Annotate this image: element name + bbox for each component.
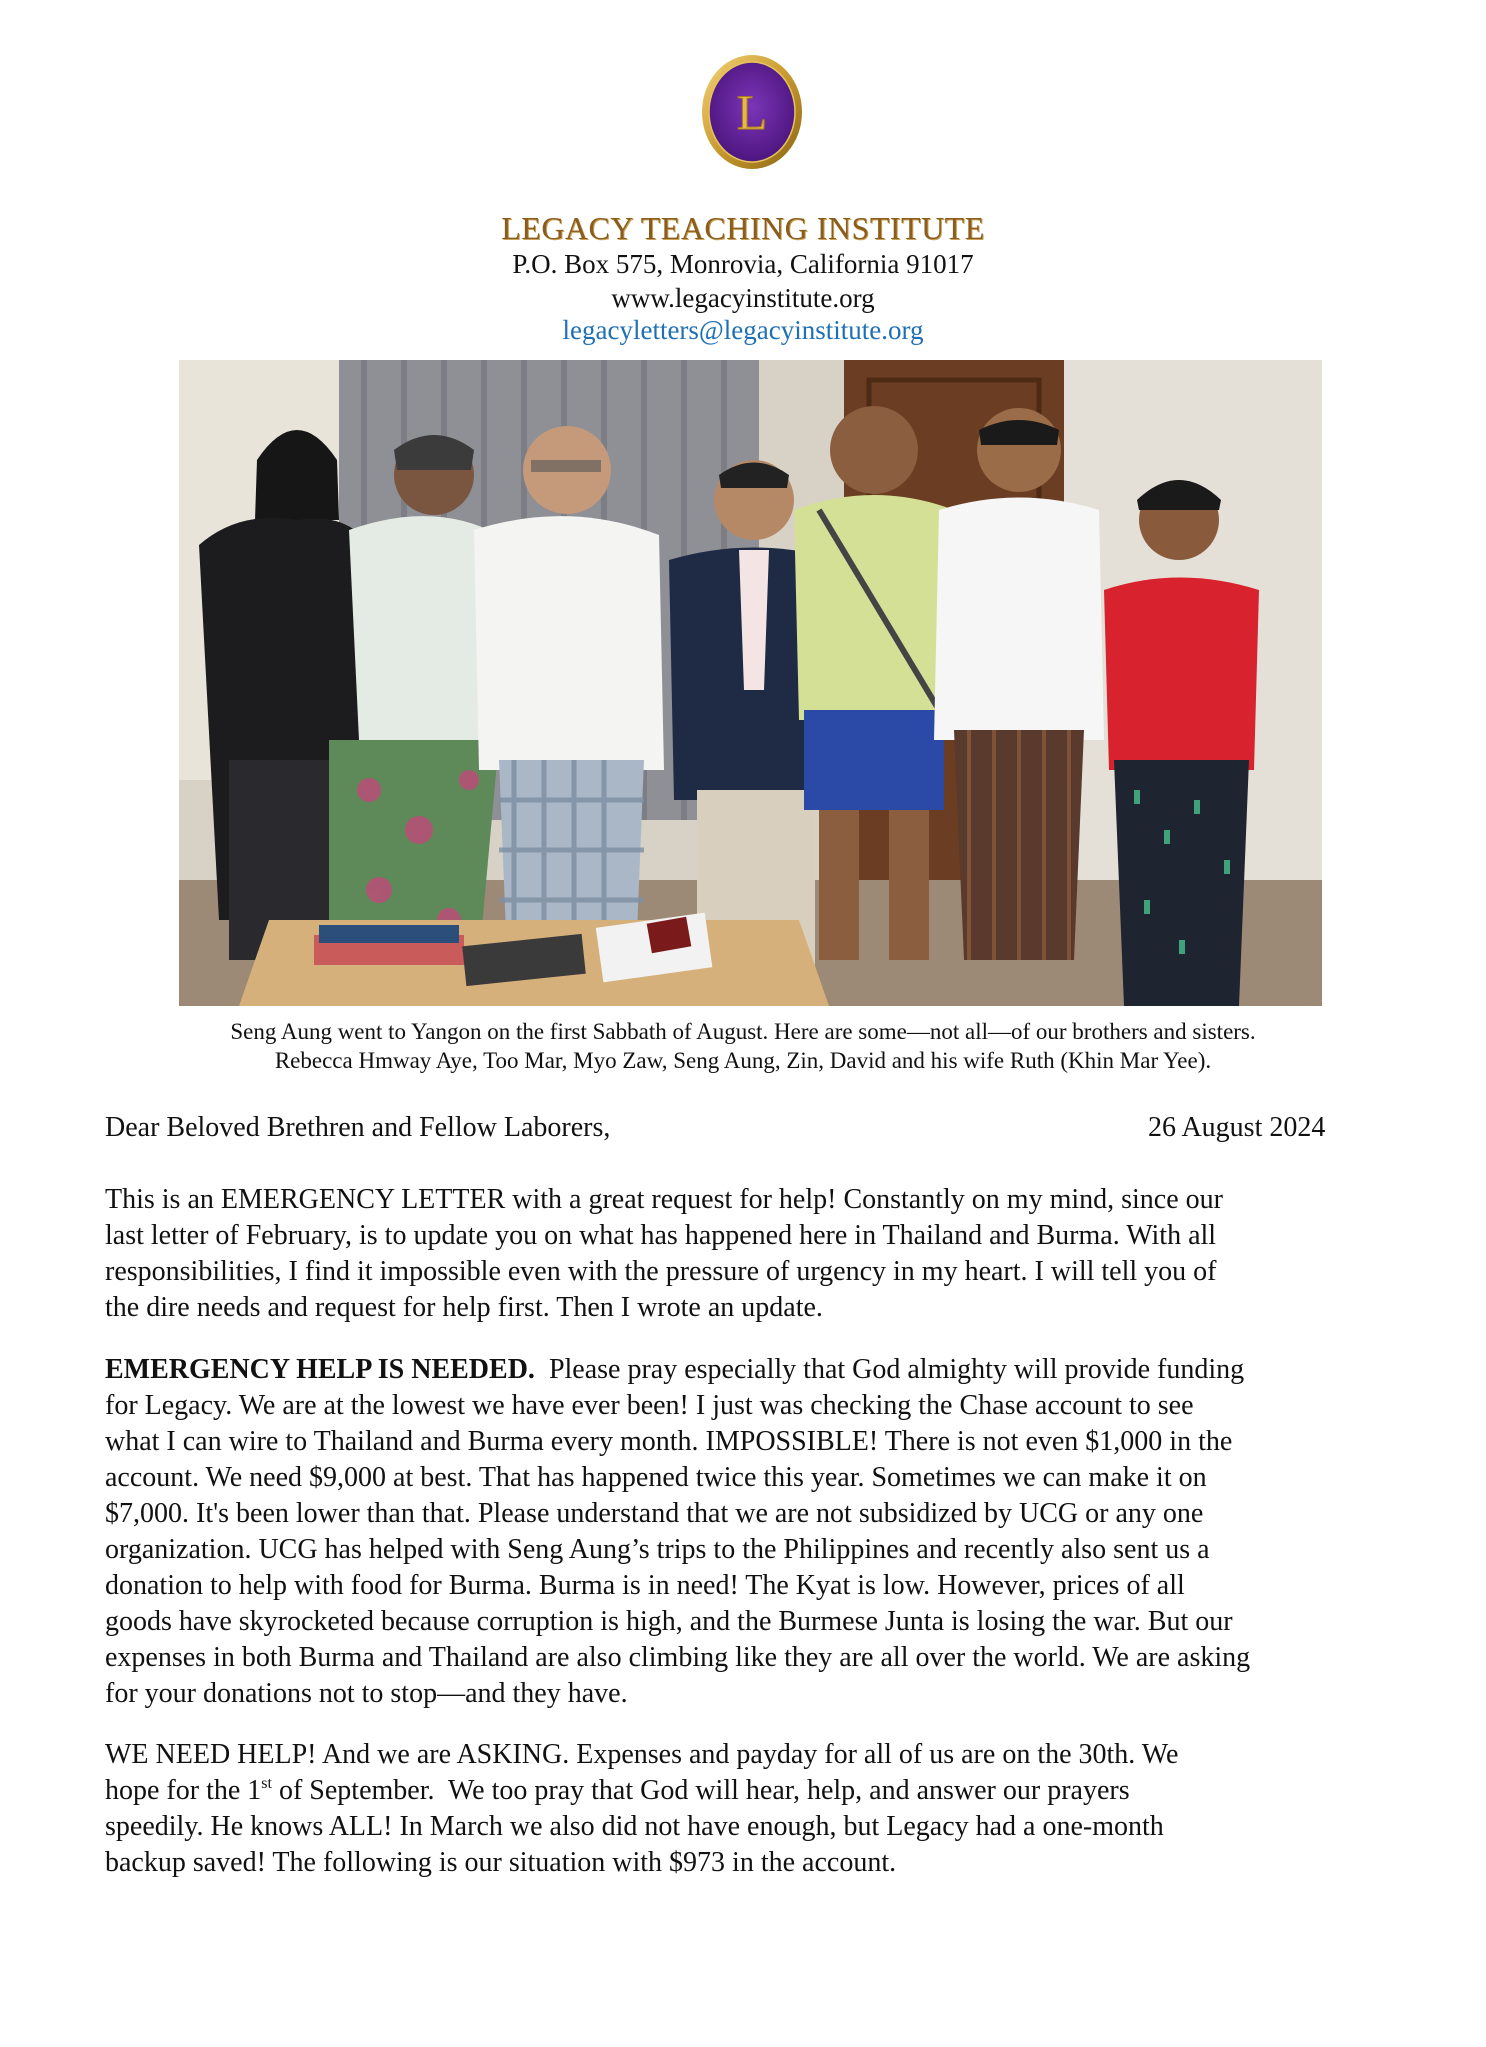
text-line: $7,000. It's been lower than that. Please understand that we are not subsidized by UCG or any one bbox=[105, 1498, 1204, 1529]
text-line: account. We need $9,000 at best. That has happened twice this year. Sometimes we can make it on bbox=[105, 1462, 1207, 1493]
text-segment: hope for the 1 bbox=[105, 1775, 262, 1806]
logo-letter: L bbox=[736, 84, 768, 140]
text-line bbox=[105, 1773, 1405, 1809]
text-line: backup saved! The following is our situation with $973 in the account. bbox=[105, 1847, 897, 1878]
salutation: Dear Beloved Brethren and Fellow Laborers, bbox=[105, 1112, 611, 1143]
website-link[interactable]: www.legacyinstitute.org bbox=[611, 283, 875, 313]
email-link[interactable]: legacyletters@legacyinstitute.org bbox=[562, 315, 924, 345]
letter-date: 26 August 2024 bbox=[1148, 1112, 1326, 1143]
text-line: donation to help with food for Burma. Burma is in need! The Kyat is low. However, prices of all bbox=[105, 1570, 1185, 1601]
paragraph-emergency bbox=[105, 1352, 1405, 1712]
text-segment: of September. We too pray that God will hear, help, and answer our prayers bbox=[271, 1775, 1130, 1806]
text-line: WE NEED HELP! And we are ASKING. Expenses and payday for all of us are on the 30th. We bbox=[105, 1739, 1179, 1770]
photo-caption-line-1: Seng Aung went to Yangon on the first Sabbath of August. Here are some—not all—of our brothers and sisters. bbox=[230, 1019, 1256, 1044]
paragraph-intro bbox=[105, 1182, 1405, 1326]
text-line: goods have skyrocketed because corruption is high, and the Burmese Junta is losing the war. But our bbox=[105, 1606, 1233, 1637]
photo-caption-line-2: Rebecca Hmway Aye, Too Mar, Myo Zaw, Seng Aung, Zin, David and his wife Ruth (Khin Mar Yee). bbox=[274, 1048, 1212, 1073]
paragraph-need-help bbox=[105, 1737, 1405, 1881]
text-line bbox=[105, 1352, 1405, 1388]
organization-name: LEGACY TEACHING INSTITUTE bbox=[501, 210, 985, 246]
postal-address: P.O. Box 575, Monrovia, California 91017 bbox=[512, 249, 974, 279]
text-line: organization. UCG has helped with Seng Aung’s trips to the Philippines and recently also sent us a bbox=[105, 1534, 1210, 1565]
text-line: speedily. He knows ALL! In March we also did not have enough, but Legacy had a one-month bbox=[105, 1811, 1164, 1842]
text-line: for your donations not to stop—and they have. bbox=[105, 1678, 628, 1709]
text-line: what I can wire to Thailand and Burma every month. IMPOSSIBLE! There is not even $1,000 in the bbox=[105, 1426, 1233, 1457]
ordinal-suffix: st bbox=[261, 1775, 272, 1792]
text-segment: Please pray especially that God almighty will provide funding bbox=[534, 1354, 1245, 1385]
text-line: expenses in both Burma and Thailand are also climbing like they are all over the world. We are asking bbox=[105, 1642, 1251, 1673]
text-line: the dire needs and request for help first. Then I wrote an update. bbox=[105, 1292, 823, 1323]
group-photo bbox=[179, 360, 1322, 1006]
text-line: last letter of February, is to update you on what has happened here in Thailand and Burma. With all bbox=[105, 1220, 1217, 1251]
emergency-heading: EMERGENCY HELP IS NEEDED. bbox=[105, 1354, 535, 1385]
text-line: This is an EMERGENCY LETTER with a great request for help! Constantly on my mind, since our bbox=[105, 1184, 1223, 1215]
legacy-logo-emblem bbox=[697, 52, 807, 172]
text-line: for Legacy. We are at the lowest we have ever been! I just was checking the Chase account to see bbox=[105, 1390, 1194, 1421]
text-line: responsibilities, I find it impossible even with the pressure of urgency in my heart. I will tell you of bbox=[105, 1256, 1217, 1287]
